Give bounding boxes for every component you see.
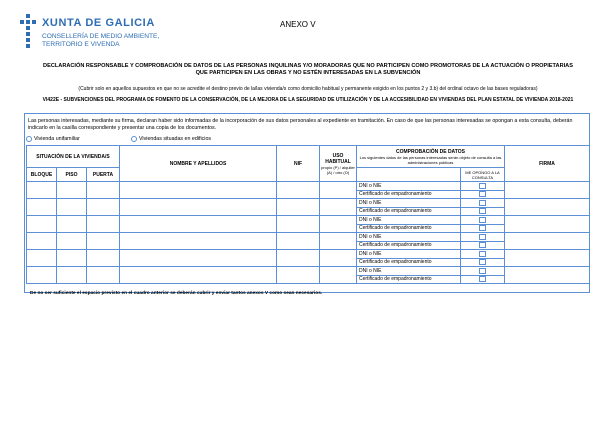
block-cell[interactable]	[27, 267, 57, 284]
cert-opposition-cell	[461, 275, 505, 284]
floor-cell[interactable]	[57, 182, 87, 199]
verification-header	[357, 146, 505, 168]
door-cell[interactable]	[87, 267, 120, 284]
signature-cell[interactable]	[505, 267, 590, 284]
name-cell[interactable]	[120, 199, 277, 216]
checkbox-icon[interactable]	[479, 242, 486, 248]
door-cell[interactable]	[87, 250, 120, 267]
certificate-label: Certificado de empadronamiento	[357, 207, 461, 216]
door-cell[interactable]	[87, 199, 120, 216]
certificate-label: Certificado de empadronamiento	[357, 224, 461, 233]
program-code: VI422E - SUBVENCIONES DEL PROGRAMA DE FOMENTO DE LA CONSERVACIÓN, DE LA MEJORA DE LA SEGURIDAD DE UTILIZACIÓN Y DE LA ACCESIBILIDAD EN VIVIENDAS DEL PLAN ESTATAL DE VIVIENDA 2018-2021	[42, 97, 574, 103]
option-single-family[interactable]	[26, 136, 80, 142]
checkbox-icon[interactable]	[479, 191, 486, 197]
situation-header: SITUACIÓN DE LA VIVIENDA/S	[27, 146, 120, 168]
xunta-logo	[18, 14, 188, 54]
name-cell[interactable]	[120, 267, 277, 284]
table-row	[27, 182, 590, 191]
certificate-label: Certificado de empadronamiento	[357, 241, 461, 250]
name-cell[interactable]	[120, 182, 277, 199]
nif-cell[interactable]	[277, 199, 320, 216]
cert-opposition-cell	[461, 207, 505, 216]
block-header: BLOQUE	[27, 168, 57, 182]
use-cell[interactable]	[320, 199, 357, 216]
logo-department-line1: CONSELLERÍA DE MEDIO AMBIENTE,	[42, 33, 160, 40]
door-cell[interactable]	[87, 216, 120, 233]
radio-circle-icon[interactable]	[131, 136, 137, 142]
fill-note: (Cubrir solo en aquellos supuestos en que no se acredite el destino previo de la/las vivienda/s como domicilio habitual y permanente exigido en los puntos 2 y 3.b) del ordinal octavo de las bases reguladoras)	[78, 86, 538, 92]
table-row	[27, 250, 590, 259]
nif-header: NIF	[277, 146, 320, 182]
use-cell[interactable]	[320, 267, 357, 284]
block-cell[interactable]	[27, 250, 57, 267]
signature-cell[interactable]	[505, 182, 590, 199]
block-cell[interactable]	[27, 199, 57, 216]
checkbox-icon[interactable]	[479, 251, 486, 257]
checkbox-icon[interactable]	[479, 225, 486, 231]
document-title-line2: QUE PARTICIPEN EN LAS OBRAS Y NO ESTÉN INTERESADAS EN LA SUBVENCIÓN	[195, 70, 421, 76]
dni-label: DNI o NIE	[357, 267, 461, 276]
table-row	[27, 233, 590, 242]
annex-label: ANEXO V	[280, 20, 316, 29]
floor-cell[interactable]	[57, 250, 87, 267]
dni-label: DNI o NIE	[357, 250, 461, 259]
use-header-title: USO HABITUAL	[325, 152, 351, 165]
floor-cell[interactable]	[57, 233, 87, 250]
nif-cell[interactable]	[277, 182, 320, 199]
dni-opposition-cell	[461, 250, 505, 259]
cert-opposition-cell	[461, 224, 505, 233]
name-cell[interactable]	[120, 216, 277, 233]
dni-opposition-cell	[461, 199, 505, 208]
opposition-header: ME OPONGO A LA CONSULTA	[461, 168, 505, 182]
checkbox-icon[interactable]	[479, 200, 486, 206]
checkbox-icon[interactable]	[479, 208, 486, 214]
checkbox-icon[interactable]	[479, 217, 486, 223]
dni-opposition-cell	[461, 267, 505, 276]
signature-cell[interactable]	[505, 250, 590, 267]
name-cell[interactable]	[120, 250, 277, 267]
dni-opposition-cell	[461, 216, 505, 225]
signature-cell[interactable]	[505, 216, 590, 233]
verification-header-detail: Los siguientes datos de las personas interesadas serán objeto de consulta a las administraciones públicas	[359, 154, 502, 165]
use-header-detail: propio (P) / alquiler (A) / otro (O)	[321, 164, 355, 175]
table-row	[27, 267, 590, 276]
verification-header-title: COMPROBACIÓN DE DATOS	[396, 148, 465, 155]
door-cell[interactable]	[87, 182, 120, 199]
floor-cell[interactable]	[57, 199, 87, 216]
floor-cell[interactable]	[57, 216, 87, 233]
checkbox-icon[interactable]	[479, 268, 486, 274]
checkbox-icon[interactable]	[479, 276, 486, 282]
nif-cell[interactable]	[277, 250, 320, 267]
block-cell[interactable]	[27, 182, 57, 199]
option-label: Vivienda unifamiliar	[34, 136, 80, 142]
signature-header: FIRMA	[505, 146, 590, 182]
certificate-label: Certificado de empadronamiento	[357, 258, 461, 267]
option-label: Viviendas situadas en edificios	[139, 136, 212, 142]
checkbox-icon[interactable]	[479, 259, 486, 265]
use-cell[interactable]	[320, 216, 357, 233]
door-header: PUERTA	[87, 168, 120, 182]
table-row	[27, 199, 590, 208]
door-cell[interactable]	[87, 233, 120, 250]
residents-table	[26, 145, 590, 284]
use-cell[interactable]	[320, 182, 357, 199]
name-cell[interactable]	[120, 233, 277, 250]
floor-header: PISO	[57, 168, 87, 182]
nif-cell[interactable]	[277, 216, 320, 233]
dni-label: DNI o NIE	[357, 233, 461, 242]
logo-brand: XUNTA DE GALICIA	[42, 17, 155, 29]
dni-label: DNI o NIE	[357, 216, 461, 225]
document-title-line1: DECLARACIÓN RESPONSABLE Y COMPROBACIÓN DE DATOS DE LAS PERSONAS INQUILINAS Y/O MORADORAS QUE NO PARTICIPEN COMO PROMOTORAS DE LA ACTUACIÓN O PROPIETARIAS	[43, 63, 573, 69]
cert-opposition-cell	[461, 190, 505, 199]
dni-opposition-cell	[461, 182, 505, 191]
footer-note: De no ser suficiente el espacio previsto en el cuadro anterior se deberán cubrir y enviar tantos anexos V como sean necesarios.	[30, 291, 323, 296]
use-cell[interactable]	[320, 250, 357, 267]
name-header: NOMBRE Y APELLIDOS	[120, 146, 277, 182]
dni-label: DNI o NIE	[357, 182, 461, 191]
signature-cell[interactable]	[505, 233, 590, 250]
radio-circle-icon[interactable]	[26, 136, 32, 142]
table-row	[27, 216, 590, 225]
logo-department-line2: TERRITORIO E VIVENDA	[42, 41, 120, 48]
use-header	[320, 146, 357, 182]
cert-opposition-cell	[461, 258, 505, 267]
verification-subheader-blank	[357, 168, 461, 182]
floor-cell[interactable]	[57, 267, 87, 284]
block-cell[interactable]	[27, 233, 57, 250]
block-cell[interactable]	[27, 216, 57, 233]
dni-label: DNI o NIE	[357, 199, 461, 208]
certificate-label: Certificado de empadronamiento	[357, 275, 461, 284]
xunta-cross-icon	[18, 14, 38, 48]
signature-cell[interactable]	[505, 199, 590, 216]
intro-text: Las personas interesadas, mediante su firma, declaran haber sido informadas de la incorporación de sus datos personales al expediente en tramitación. En caso de que las personas interesadas se opongan a esta consulta, deberán indicarlo en la casilla correspondiente y presentar una copia de los documentos.	[28, 118, 573, 131]
use-cell[interactable]	[320, 233, 357, 250]
cert-opposition-cell	[461, 241, 505, 250]
checkbox-icon[interactable]	[479, 234, 486, 240]
dni-opposition-cell	[461, 233, 505, 242]
certificate-label: Certificado de empadronamiento	[357, 190, 461, 199]
checkbox-icon[interactable]	[479, 183, 486, 189]
nif-cell[interactable]	[277, 267, 320, 284]
option-buildings[interactable]	[131, 136, 211, 142]
nif-cell[interactable]	[277, 233, 320, 250]
